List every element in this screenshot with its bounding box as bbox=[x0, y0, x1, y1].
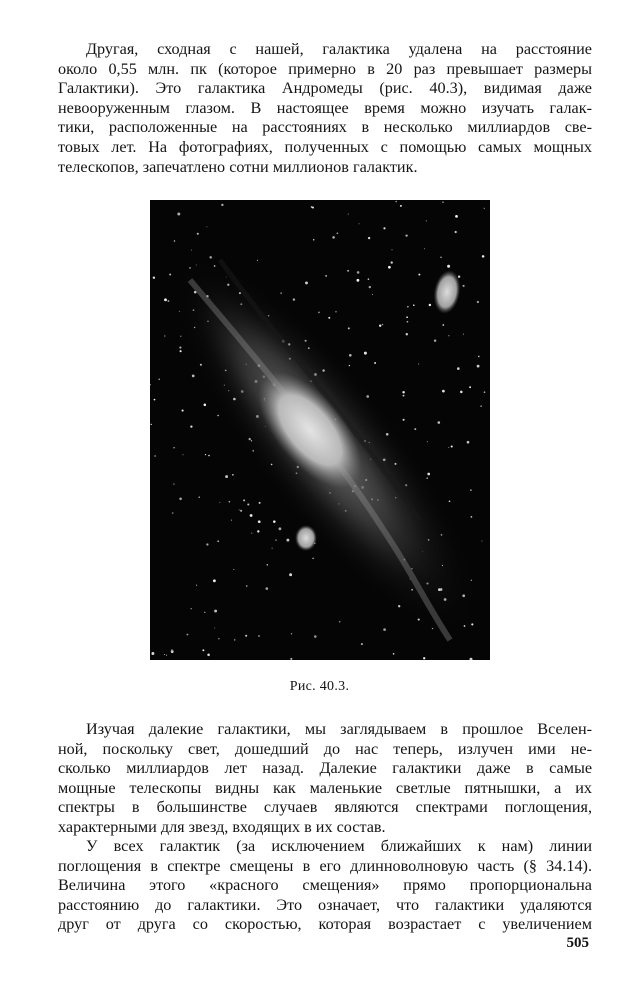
star bbox=[463, 285, 465, 287]
star bbox=[275, 539, 276, 540]
star bbox=[418, 364, 419, 365]
text-line: сколько миллиардов лет назад. Далекие галактики даже в самые bbox=[58, 759, 592, 778]
star bbox=[192, 375, 195, 378]
star bbox=[180, 350, 182, 352]
star bbox=[426, 220, 427, 221]
star bbox=[151, 424, 152, 425]
star bbox=[335, 311, 336, 312]
star bbox=[484, 391, 486, 393]
star bbox=[312, 207, 314, 209]
paragraph-middle bbox=[58, 720, 592, 838]
text-line: расстоянию до галактики. Это означает, что галактики удаляются bbox=[58, 895, 592, 914]
galaxy-image bbox=[150, 200, 490, 660]
star bbox=[469, 386, 471, 388]
star bbox=[291, 633, 292, 634]
star bbox=[154, 399, 156, 401]
star bbox=[204, 404, 207, 407]
star bbox=[395, 201, 397, 203]
star bbox=[348, 327, 350, 329]
star bbox=[158, 379, 160, 381]
star bbox=[245, 635, 247, 637]
star bbox=[407, 306, 409, 308]
star bbox=[196, 585, 197, 586]
star bbox=[339, 621, 341, 623]
star bbox=[406, 333, 408, 335]
star bbox=[427, 441, 428, 442]
star bbox=[393, 653, 395, 655]
star bbox=[423, 657, 425, 659]
star bbox=[455, 231, 457, 233]
star bbox=[400, 205, 402, 207]
text-line: спектры в большинстве случаев являются спектрами поглощения, bbox=[58, 798, 592, 817]
star bbox=[243, 499, 245, 501]
text-line: товых лет. На фотографиях, полученных с помощью самых мощных bbox=[58, 137, 592, 156]
star bbox=[470, 489, 472, 491]
star bbox=[314, 635, 317, 638]
star bbox=[166, 655, 167, 656]
star bbox=[273, 520, 276, 523]
star bbox=[177, 213, 180, 216]
star bbox=[217, 540, 219, 542]
star bbox=[164, 335, 165, 336]
star bbox=[280, 292, 281, 293]
star bbox=[379, 325, 381, 327]
star bbox=[313, 239, 315, 241]
star bbox=[349, 354, 352, 357]
star bbox=[197, 233, 199, 235]
star bbox=[225, 475, 228, 478]
star bbox=[290, 658, 292, 660]
star bbox=[449, 500, 451, 502]
star bbox=[368, 237, 370, 239]
star bbox=[205, 454, 206, 455]
star bbox=[214, 610, 217, 613]
text-line: Другая, сходная с нашей, галактика удалена на расстояние bbox=[86, 40, 592, 58]
text-line: около 0,55 млн. пк (которое примерно в 20 раз превышает размеры bbox=[58, 59, 592, 78]
star bbox=[293, 298, 295, 300]
star bbox=[460, 391, 463, 394]
text-line: невооруженным глазом. В настоящее время можно изучать галак- bbox=[58, 98, 592, 117]
star bbox=[448, 447, 449, 448]
star bbox=[182, 410, 184, 412]
star bbox=[258, 520, 261, 523]
star bbox=[448, 335, 449, 336]
star bbox=[240, 510, 242, 512]
star bbox=[179, 347, 181, 349]
star bbox=[471, 516, 473, 518]
star bbox=[347, 270, 349, 272]
star bbox=[218, 638, 219, 639]
star bbox=[183, 454, 184, 455]
star bbox=[234, 639, 236, 641]
star bbox=[173, 484, 174, 485]
star bbox=[179, 497, 182, 500]
satellite-galaxy-lower bbox=[295, 525, 317, 551]
star bbox=[357, 271, 360, 274]
text-line: телескопов, запечатлено сотни миллионов галактик. bbox=[58, 157, 418, 176]
star bbox=[208, 455, 210, 457]
star bbox=[305, 281, 308, 284]
star bbox=[451, 445, 453, 447]
star bbox=[325, 275, 327, 277]
star bbox=[233, 569, 234, 570]
star bbox=[418, 274, 420, 276]
star bbox=[442, 202, 443, 203]
star bbox=[413, 304, 415, 306]
star bbox=[312, 558, 313, 559]
star bbox=[457, 367, 460, 370]
star bbox=[391, 261, 393, 263]
star bbox=[221, 204, 223, 206]
text-line: друг от друга со скоростью, которая возрастает с увеличением bbox=[58, 915, 592, 934]
star bbox=[337, 232, 339, 234]
star bbox=[154, 455, 155, 456]
star bbox=[265, 587, 268, 590]
star bbox=[467, 441, 470, 444]
star bbox=[214, 628, 215, 629]
star bbox=[482, 541, 483, 542]
star bbox=[202, 649, 204, 651]
paragraph-top bbox=[58, 40, 592, 177]
star bbox=[173, 447, 174, 448]
star bbox=[424, 248, 425, 249]
star bbox=[231, 520, 232, 521]
star bbox=[191, 250, 192, 251]
star bbox=[206, 543, 208, 545]
star bbox=[402, 391, 405, 394]
star bbox=[407, 321, 409, 323]
star bbox=[332, 236, 335, 239]
star bbox=[258, 635, 260, 637]
text-line: ной, поскольку свет, дошедший до нас теперь, излучен ими не- bbox=[58, 739, 592, 758]
page-number: 505 bbox=[566, 935, 589, 951]
star bbox=[191, 608, 192, 609]
star bbox=[382, 324, 384, 326]
text-line: поглощения в спектре смещены в его длинноволновую часть (§ 34.14). bbox=[58, 856, 592, 875]
star bbox=[257, 530, 259, 532]
star bbox=[229, 501, 230, 502]
star bbox=[164, 654, 165, 655]
star bbox=[477, 301, 479, 303]
star bbox=[388, 266, 391, 269]
star bbox=[267, 564, 269, 566]
star bbox=[383, 628, 386, 631]
star bbox=[206, 226, 207, 227]
text-line: Изучая далекие галактики, мы заглядываем в прошлое Вселен- bbox=[86, 720, 592, 738]
star bbox=[289, 573, 292, 576]
star bbox=[328, 317, 330, 319]
star bbox=[484, 208, 485, 209]
star bbox=[219, 502, 220, 503]
text-line: характерными для звезд, входящих в их состав. bbox=[58, 817, 386, 836]
star bbox=[348, 214, 349, 215]
star bbox=[361, 643, 363, 645]
star bbox=[403, 395, 405, 397]
star bbox=[442, 324, 444, 326]
star bbox=[272, 548, 273, 549]
star bbox=[239, 509, 240, 510]
star bbox=[478, 356, 480, 358]
star bbox=[403, 419, 405, 421]
star bbox=[251, 533, 252, 534]
text-line: Галактики). Это галактика Андромеды (рис. 40.3), видимая даже bbox=[58, 79, 592, 98]
star bbox=[383, 227, 385, 229]
star bbox=[463, 334, 464, 335]
star bbox=[153, 276, 155, 278]
star bbox=[406, 316, 408, 318]
star bbox=[414, 428, 416, 430]
star bbox=[447, 265, 450, 268]
star bbox=[477, 365, 480, 368]
text-line: Величина этого «красного смещения» прямо пропорциональна bbox=[58, 876, 592, 895]
figure-caption: Рис. 40.3. bbox=[289, 679, 350, 694]
star bbox=[279, 527, 282, 530]
star bbox=[151, 652, 154, 655]
star bbox=[257, 260, 258, 261]
star bbox=[372, 294, 373, 295]
text-line: У всех галактик (за исключением ближайших к нам) линии bbox=[86, 837, 592, 855]
star bbox=[190, 425, 192, 427]
star bbox=[250, 514, 253, 517]
paragraph-bottom bbox=[58, 837, 592, 935]
star bbox=[171, 649, 173, 651]
star bbox=[455, 215, 458, 218]
star bbox=[429, 304, 431, 306]
star bbox=[392, 249, 393, 250]
star bbox=[164, 298, 167, 301]
star bbox=[405, 234, 407, 236]
star bbox=[213, 579, 216, 582]
andromeda-galaxy-photo bbox=[150, 200, 490, 660]
star bbox=[204, 612, 205, 613]
star bbox=[232, 474, 234, 476]
star bbox=[259, 502, 261, 504]
star bbox=[318, 312, 320, 314]
star bbox=[207, 654, 210, 657]
star bbox=[172, 512, 174, 514]
star bbox=[440, 256, 442, 258]
star bbox=[364, 352, 367, 355]
star bbox=[369, 286, 371, 288]
star bbox=[374, 362, 376, 364]
star bbox=[217, 415, 219, 417]
star bbox=[438, 421, 441, 424]
star bbox=[174, 240, 176, 242]
star bbox=[356, 279, 359, 282]
star bbox=[247, 503, 249, 505]
star bbox=[480, 405, 481, 406]
star bbox=[186, 634, 188, 636]
star bbox=[359, 223, 360, 224]
star bbox=[442, 390, 445, 393]
star bbox=[246, 585, 247, 586]
star bbox=[368, 278, 370, 280]
star bbox=[434, 339, 436, 341]
star bbox=[286, 539, 289, 542]
star bbox=[198, 496, 199, 497]
text-line: тики, расположенные на расстояниях в несколько миллиардов све- bbox=[58, 118, 592, 137]
text-line: мощные телескопы видны как маленькие светлые пятнышки, а их bbox=[58, 778, 592, 797]
star bbox=[482, 255, 485, 258]
